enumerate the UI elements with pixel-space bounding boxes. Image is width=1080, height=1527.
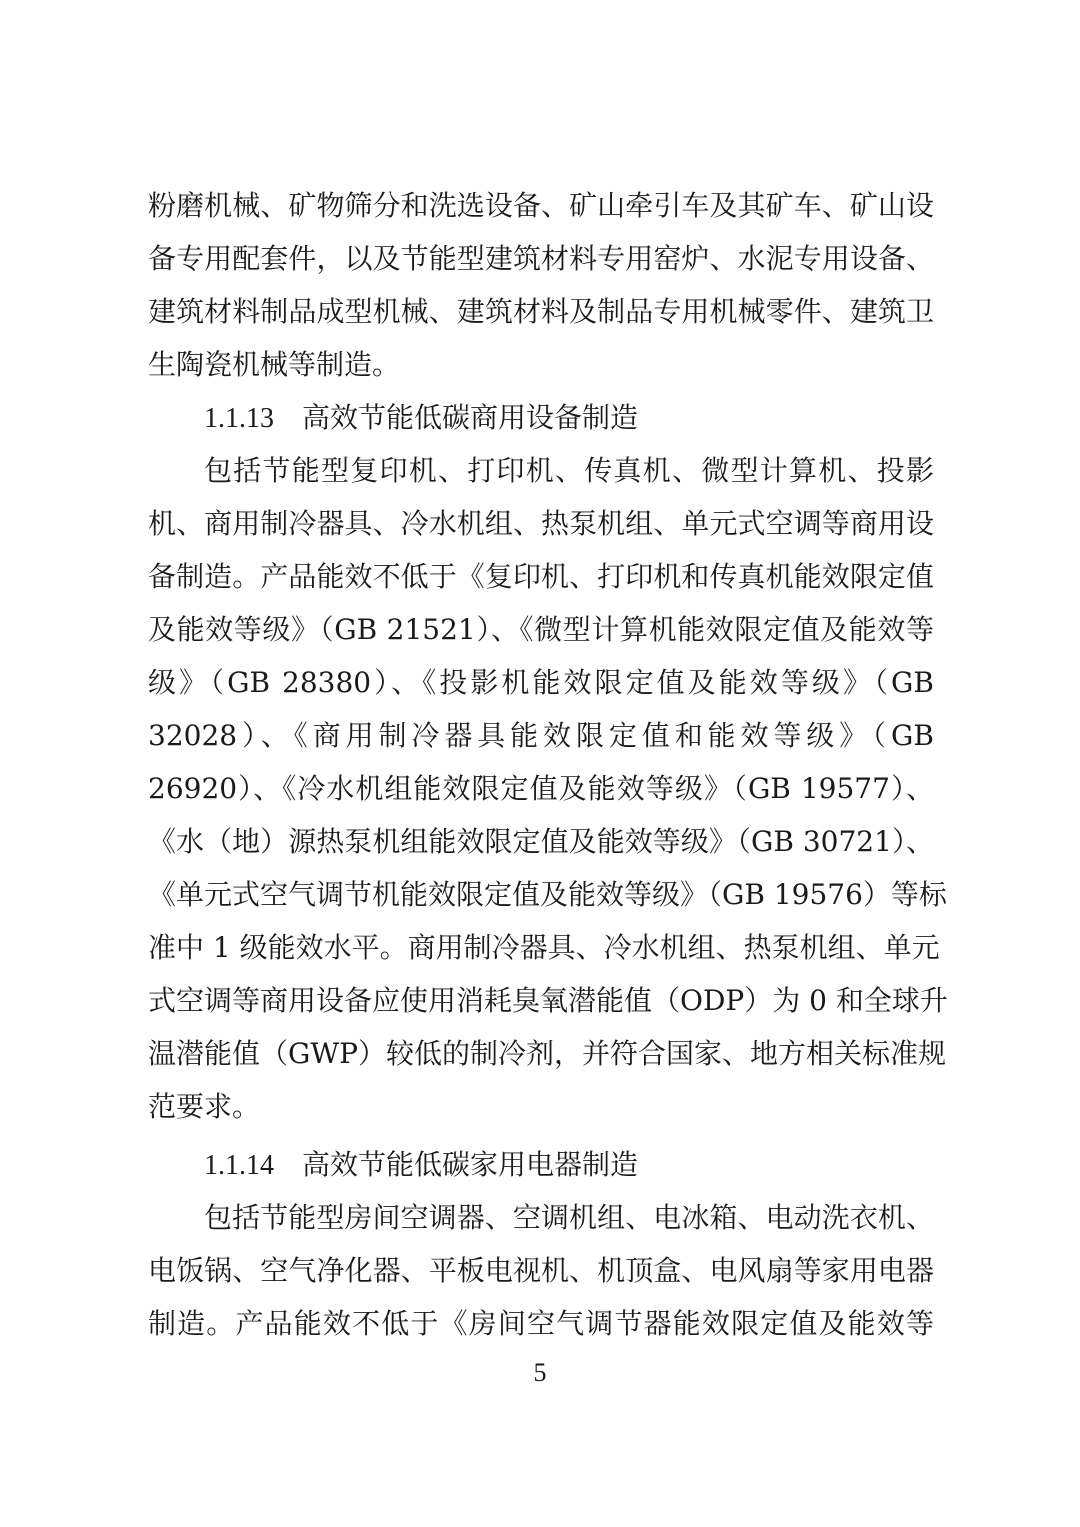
paragraph-line: 粉磨机械、矿物筛分和洗选设备、矿山牵引车及其矿车、矿山设 [148, 189, 934, 222]
paragraph-line: 制造。产品能效不低于《房间空气调节器能效限定值及能效等 [148, 1307, 934, 1340]
paragraph-line: 备制造。产品能效不低于《复印机、打印机和传真机能效限定值 [148, 560, 934, 593]
paragraph-line: 《水（地）源热泵机组能效限定值及能效等级》（GB 30721）、 [148, 825, 934, 858]
paragraph-line: 及能效等级》（GB 21521）、《微型计算机能效限定值及能效等 [148, 613, 934, 646]
section-title: 高效节能低碳家用电器制造 [302, 1148, 639, 1181]
paragraph-line: 备专用配套件，以及节能型建筑材料专用窑炉、水泥专用设备、 [148, 242, 934, 275]
section-heading-1-1-14 [204, 1145, 638, 1185]
paragraph-line: 包括节能型房间空调器、空调机组、电冰箱、电动洗衣机、 [204, 1201, 934, 1234]
section-number: 1.1.13 [204, 403, 274, 434]
paragraph-line: 32028）、《商用制冷器具能效限定值和能效等级》（GB [148, 719, 934, 752]
paragraph-line: 包括节能型复印机、打印机、传真机、微型计算机、投影 [204, 454, 934, 487]
section-heading-1-1-13 [204, 398, 638, 438]
paragraph-line: 级》（GB 28380）、《投影机能效限定值及能效等级》（GB [148, 666, 934, 699]
paragraph-line: 《单元式空气调节机能效限定值及能效等级》（GB 19576）等标 [148, 878, 947, 911]
section-number: 1.1.14 [204, 1150, 274, 1181]
section-title: 高效节能低碳商用设备制造 [302, 401, 639, 434]
paragraph-line: 电饭锅、空气净化器、平板电视机、机顶盒、电风扇等家用电器 [148, 1254, 934, 1287]
page-number: 5 [533, 1358, 547, 1387]
paragraph-line: 机、商用制冷器具、冷水机组、热泵机组、单元式空调等商用设 [148, 507, 934, 540]
paragraph-line: 温潜能值（GWP）较低的制冷剂，并符合国家、地方相关标准规 [148, 1037, 946, 1070]
paragraph-line: 生陶瓷机械等制造。 [148, 348, 401, 381]
paragraph-line: 准中 1 级能效水平。商用制冷器具、冷水机组、热泵机组、单元 [148, 931, 940, 964]
paragraph-line: 26920）、《冷水机组能效限定值及能效等级》（GB 19577）、 [148, 772, 934, 805]
paragraph-line: 式空调等商用设备应使用消耗臭氧潜能值（ODP）为 0 和全球升 [148, 984, 948, 1017]
paragraph-line: 范要求。 [148, 1090, 261, 1123]
paragraph-line: 建筑材料制品成型机械、建筑材料及制品专用机械零件、建筑卫 [148, 295, 934, 328]
